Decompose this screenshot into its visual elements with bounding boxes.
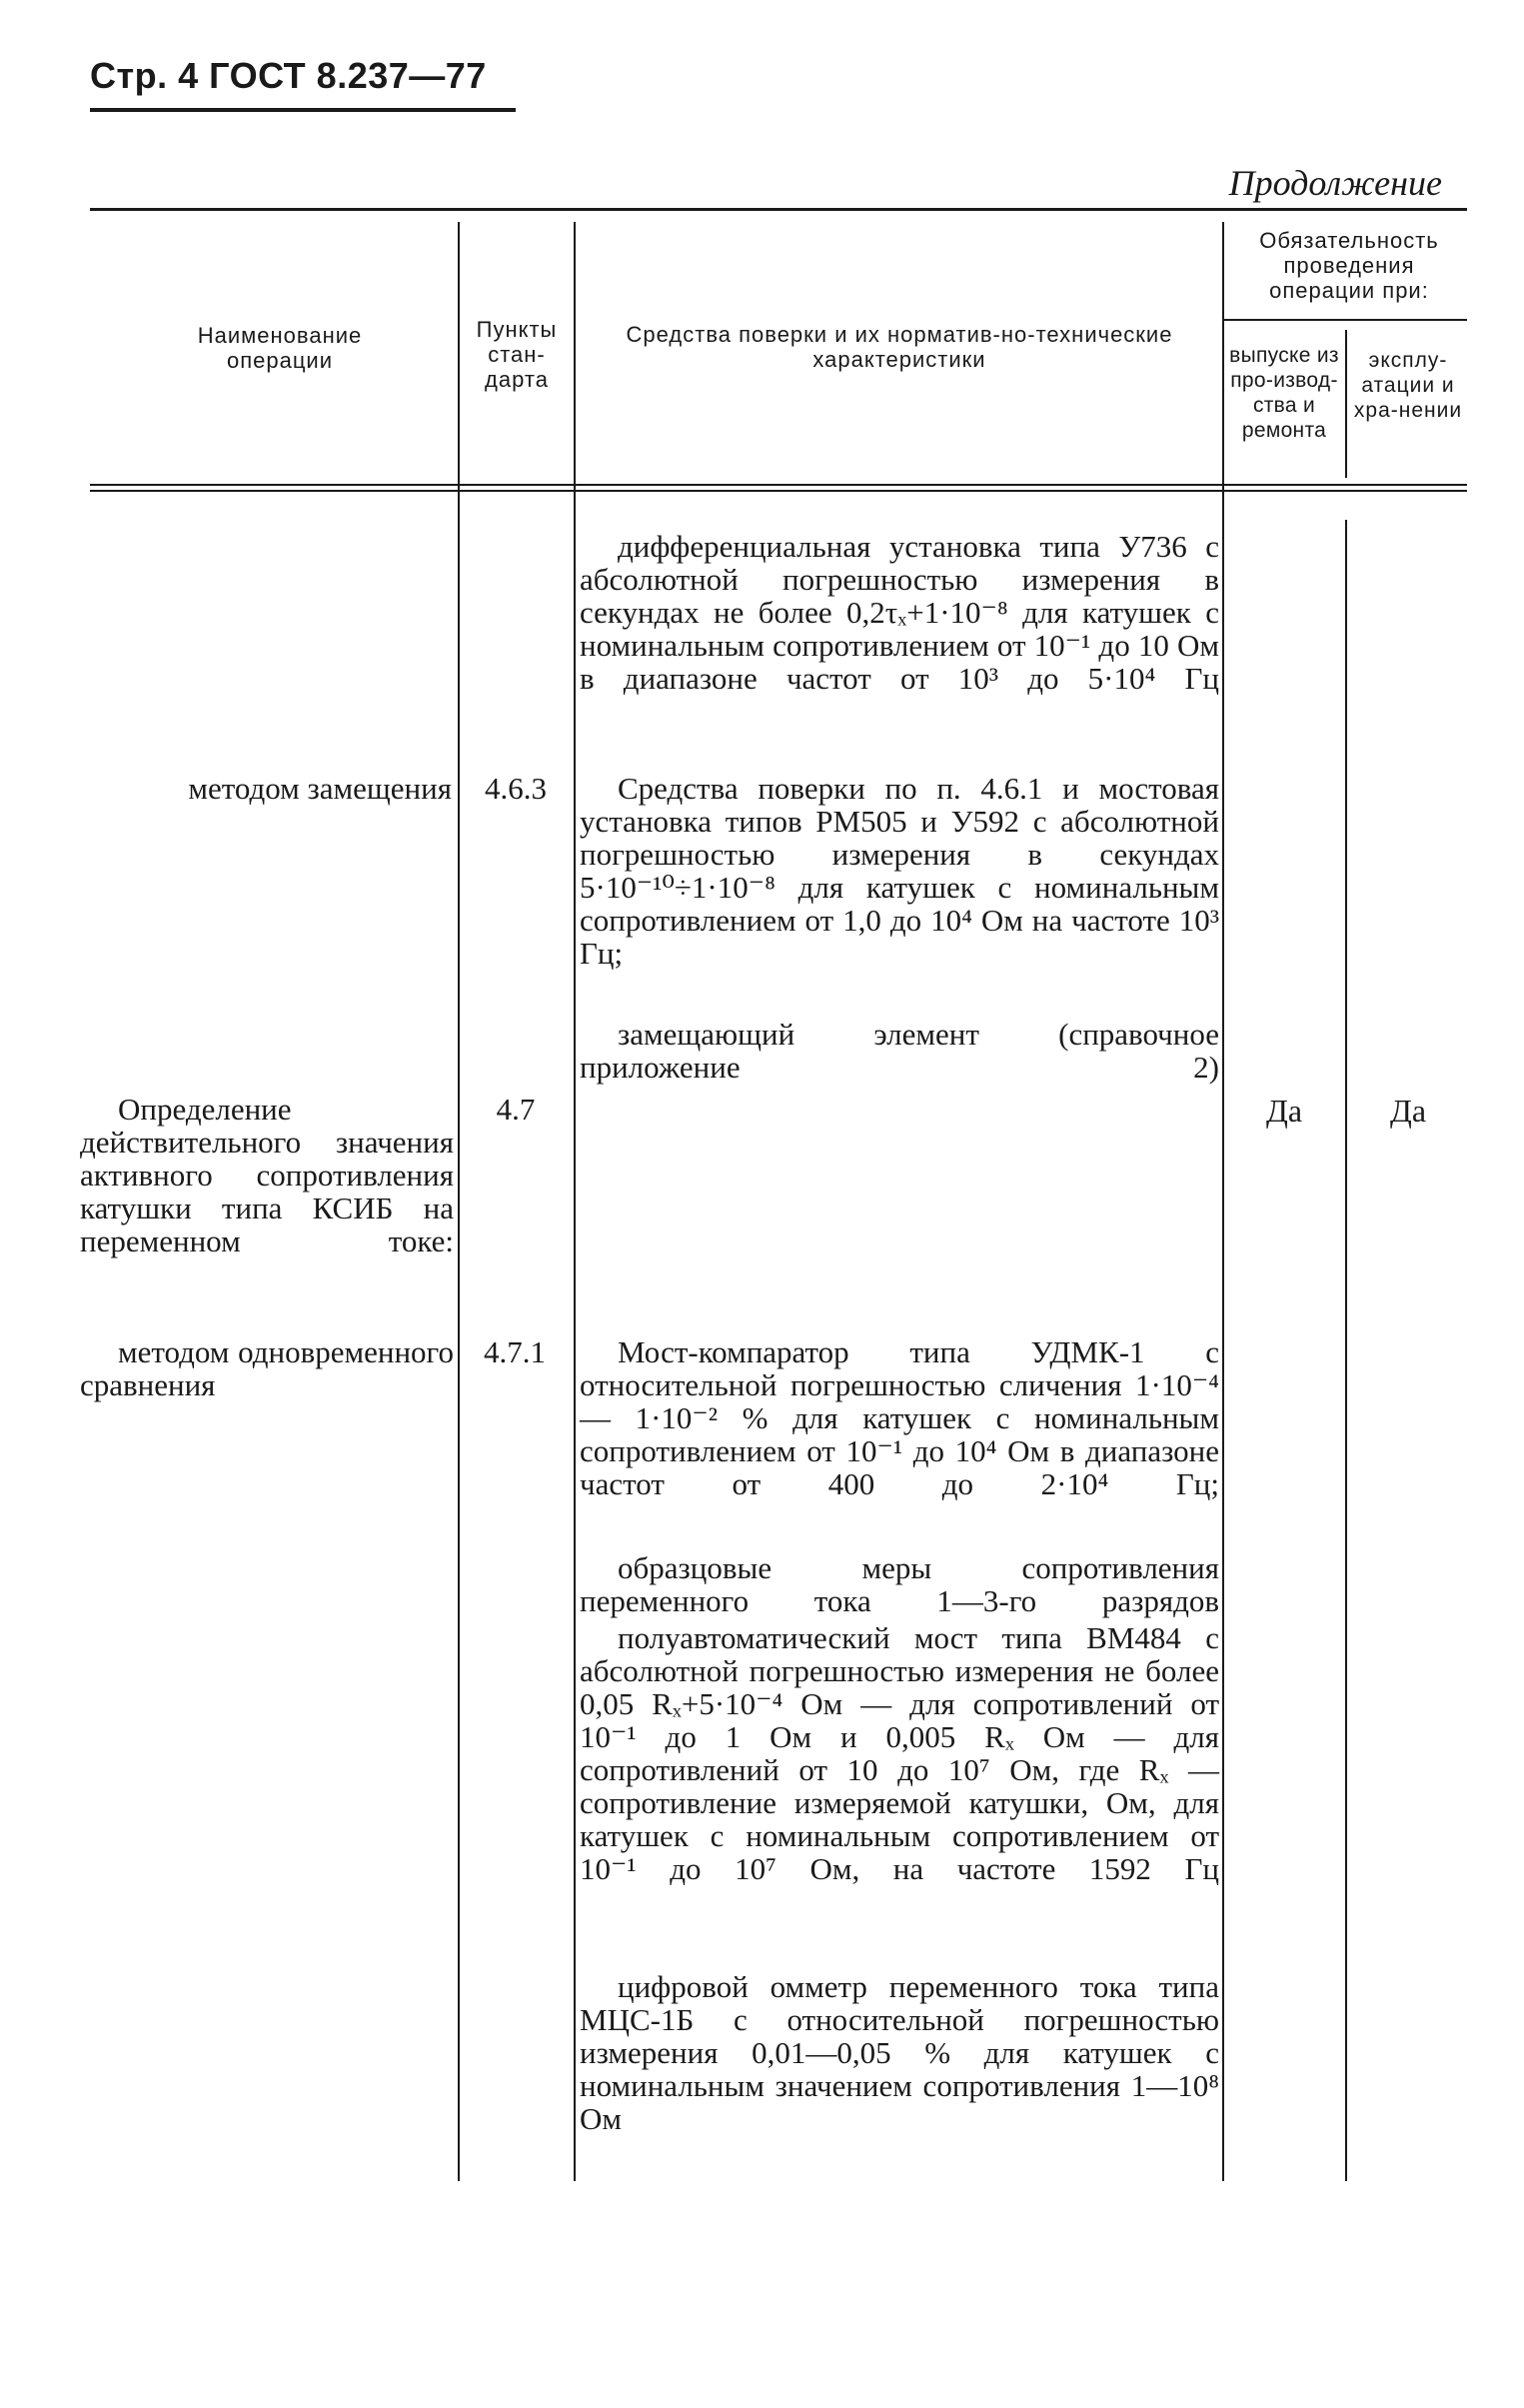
table-row-3-operation: Определение действительного значения активного сопротивления катушки типа КСИБ на переменном токе:: [80, 1092, 454, 1258]
table-row-4-means-3: полуавтоматический мост типа ВМ484 с абсолютной погрешностью измерения не более 0,05 Rₓ+5·10⁻⁴ Ом — для сопротивлений от 10⁻¹ до 1 Ом и 0,005 Rₓ Ом — для сопротивлений от 10 до 10⁷ Ом, где Rₓ — сопротивление измеряемой катушки, Ом, для катушек с номинальным сопротивлением от 10⁻¹ до 10⁷ Ом, на частоте 1592 Гц: [580, 1620, 1219, 1886]
header-operation: Наименование операции: [197, 323, 363, 373]
col-rule-2: [574, 222, 576, 2181]
col-rule-3: [1222, 222, 1224, 2181]
table-row-4-means-1: Мост-компаратор типа УДМК-1 с относительной погрешностью сличения 1·10⁻⁴ — 1·10⁻² % для катушек с номинальным сопротивлением от 10⁻¹ до 10⁴ Ом в диапазоне частот от 400 до 2·10⁴ Гц;: [580, 1334, 1219, 1501]
continuation-label: Продолжение: [1228, 163, 1442, 203]
header-release: выпуске из про-извод-ства и ремонта: [1229, 344, 1339, 442]
obligation-rule: [1222, 319, 1467, 321]
table-row-3-clause: 4.7: [496, 1092, 536, 1127]
header-obligation: Обязательность проведения операции при:: [1259, 228, 1439, 303]
table-row-4-means-2: образцовые меры сопротивления переменного тока 1—3-го разрядов: [580, 1550, 1219, 1618]
table-row-1-means: дифференциальная установка типа У736 с абсолютной погрешностью измерения в секундах не более 0,2τₓ+1·10⁻⁸ для катушек с номинальным сопротивлением от 10⁻¹ до 10 Ом в диапазоне частот от 10³ до 5·10⁴ Гц: [580, 529, 1219, 696]
table-row-4-operation: методом одновременного сравнения: [80, 1334, 454, 1402]
col-rule-1: [458, 222, 460, 2181]
header-clauses: Пункты стан-дарта: [476, 317, 558, 392]
table-row-2-means: Средства поверки по п. 4.6.1 и мостовая установка типов РМ505 и У592 с абсолютной погрешностью измерения в секундах 5·10⁻¹⁰÷1·10⁻⁸ для катушек с номинальным сопротивлением от 1,0 до 10⁴ Ом на частоте 10³ Гц;: [580, 771, 1219, 971]
table-row-3-operation-storage: Да: [1389, 1093, 1427, 1129]
header-rule: [90, 108, 516, 112]
header-bottom-rule-2: [90, 490, 1467, 492]
header-means: Средства поверки и их норматив-но-технические характеристики: [626, 322, 1173, 372]
col-rule-4-body: [1345, 520, 1347, 2181]
table-row-3-release: Да: [1265, 1093, 1303, 1129]
table-row-4-clause: 4.7.1: [484, 1334, 546, 1369]
page-label: Стр. 4 ГОСТ 8.237—77: [90, 55, 487, 96]
table-top-rule: [90, 208, 1467, 211]
table-row-2-clause: 4.6.3: [485, 771, 547, 806]
table-row-2-means-extra: замещающий элемент (справочное приложение 2): [580, 1017, 1219, 1085]
table-row-2-operation: методом замещения: [188, 771, 452, 806]
table-row-4-means-4: цифровой омметр переменного тока типа МЦС-1Б с относительной погрешностью измерения 0,01—0,05 % для катушек с номинальным значением сопротивления 1—10⁸ Ом: [580, 1969, 1219, 2136]
header-operation-storage: эксплу-атации и хра-нении: [1353, 349, 1463, 422]
header-bottom-rule-1: [90, 484, 1467, 486]
col-rule-4: [1345, 330, 1347, 478]
